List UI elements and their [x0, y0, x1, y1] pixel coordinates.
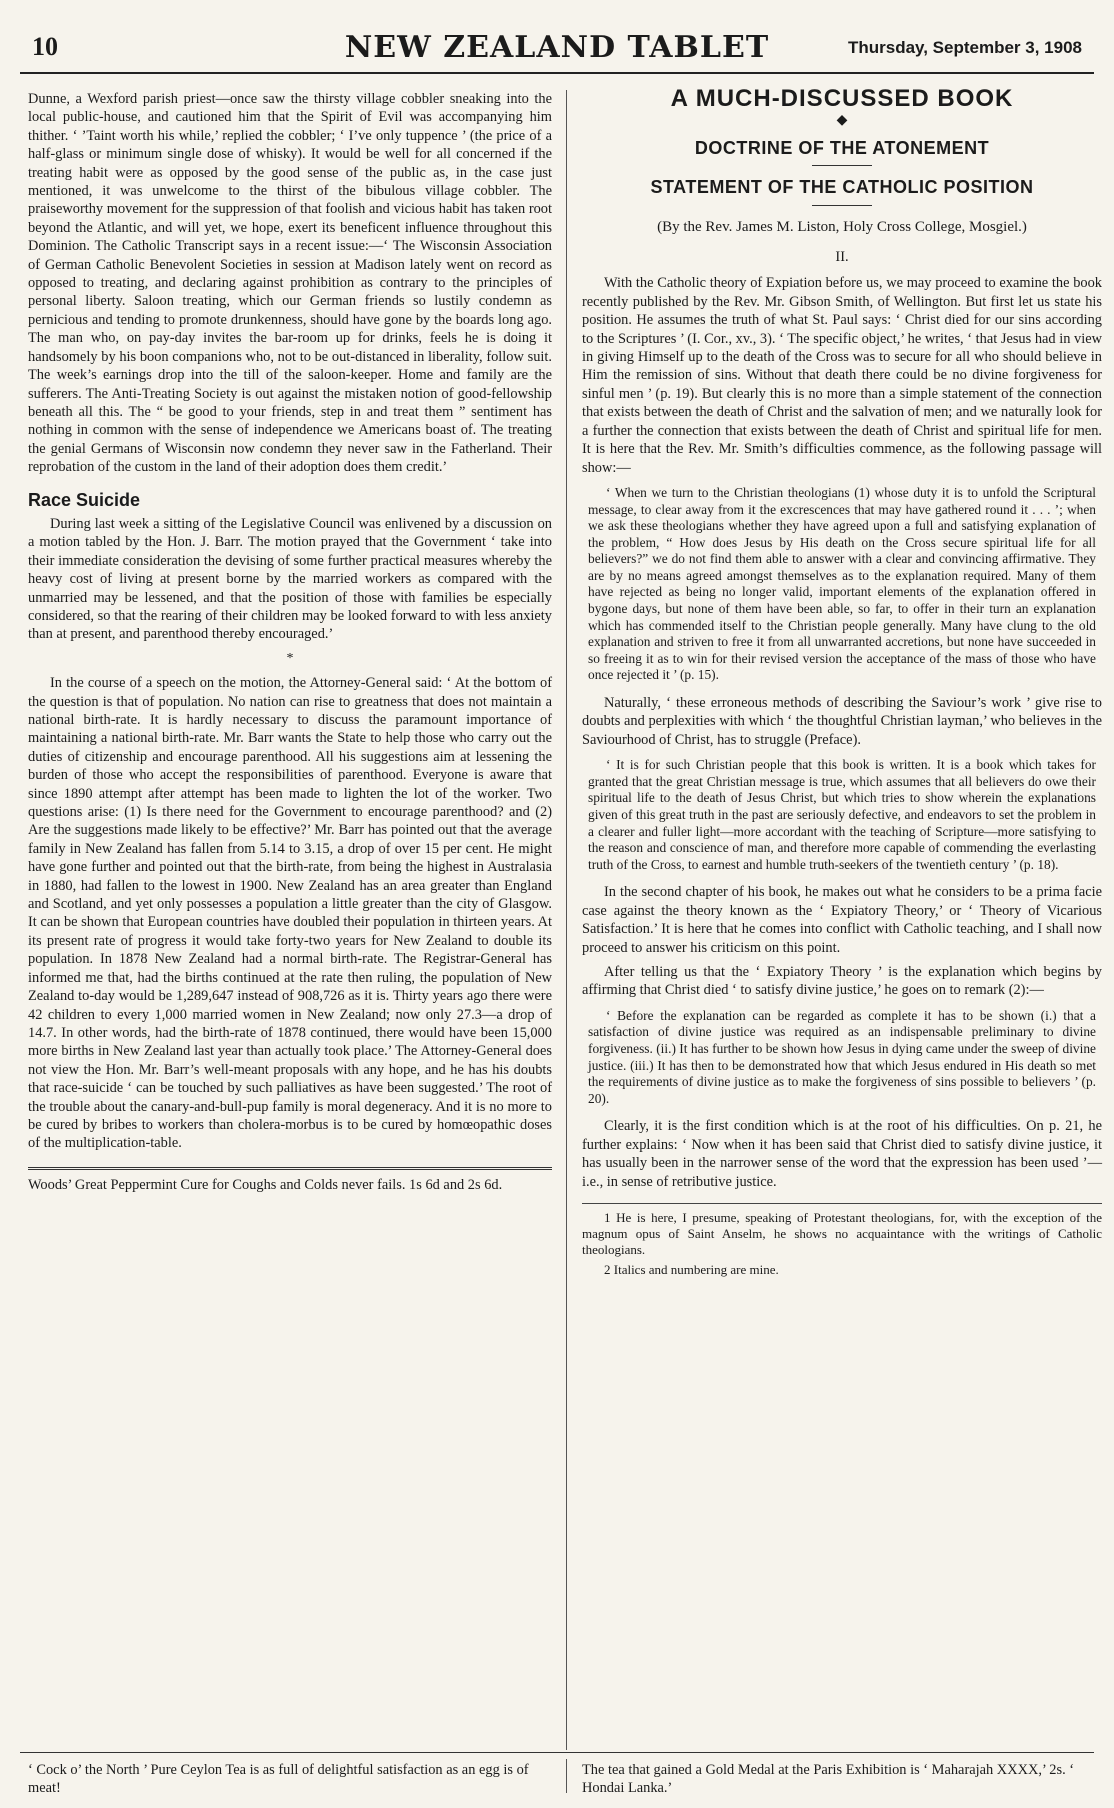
issue-date: Thursday, September 3, 1908	[847, 38, 1082, 57]
article-subtitle-atonement: DOCTRINE OF THE ATONEMENT	[694, 137, 990, 158]
article-part-number: II.	[835, 249, 849, 266]
short-divider	[812, 205, 872, 206]
short-divider	[812, 165, 872, 166]
left-column	[28, 90, 552, 1200]
newspaper-page	[20, 28, 1102, 1798]
quotation-3: ‘ Before the explanation can be regarded as complete it has to be shown (i.) that a satisfaction of divine justice was required as an indispensable preliminary to divine forgiveness. (ii.) It has further to be shown how Jesus in dying came under the sweep of divine justice. (iii.) It has then to be demonstrated how that which Jesus endured in His death so met the requirements of divine justice as to make the forgiveness of sins possible to believers ’ (p. 20).	[588, 1007, 1096, 1106]
newspaper-title: NEW ZEALAND TABLET	[344, 30, 770, 65]
masthead	[20, 28, 1094, 74]
race-suicide-paragraph-2: In the course of a speech on the motion, the Attorney-General said: ‘ At the bottom of the question is that of population. No nation can rise to greatness that does not maintain a national birth-rate. It is hardly necessary to discuss the paramount importance of maintaining a national birth-rate. Mr. Barr wants the State to help those who carry out the duties of citizenship and encourage parenthood. All his suggestions aim at lessening the burden of those who accept the responsibilities of parenthood. Everyone is aware that since 1890 attempt after attempt has been made to lighten the lot of the worker. Two questions arise: (1) Is there need for the Government to encourage parenthood? and (2) Are the suggestions made likely to be effective?’ Mr. Barr has pointed out that the average family in New Zealand has fallen from 5.14 to 3.15, a drop of over 15 per cent. He might have gone further and pointed out that the birth-rate, from being the highest in Australasia in 1880, had fallen to the lowest in 1900. New Zealand has an area greater than England and Scotland, and yet only possesses a population a little greater than the city of Glasgow. It can be shown that European countries have doubled their population in thirteen years. At its present rate of progress it would take forty-two years for New Zealand to double its population. In 1878 New Zealand had a normal birth-rate. The Registrar-General has informed me that, had the births continued at the rate then ruling, the population of New Zealand to-day would be 1,289,647 instead of 908,726 as it is. Thirty years ago there were 42 children to every 1,000 married women in New Zealand; now only 27.3—a drop of 14.7. In other words, had the birth-rate of 1878 continued, there would have been 15,000 more births in New Zealand last year than actually took place.’ The Attorney-General does not view the Hon. Mr. Barr’s well-meant proposals with any hope, and he has his doubts that race-suicide ‘ can be touched by such palliatives as have been suggested.’ The root of the trouble about the canary-and-bull-pup family is moral degeneracy. And it is no more to be cured by bribes to workers than cholera-morbus is to be cured by homœopathic doses of the multiplication-table.	[28, 675, 552, 1152]
footnote-1: 1 He is here, I presume, speaking of Protestant theologians, for, with the exception of the magnum opus of Saint Anselm, he shows no acquaintance with the writings of Catholic theologians.	[582, 1210, 1102, 1258]
race-suicide-heading: Race Suicide	[28, 489, 141, 510]
footer-adverts	[20, 1752, 1094, 1796]
article-paragraph-2: Naturally, ‘ these erroneous methods of describing the Saviour’s work ’ give rise to doubts and perplexities with which ‘ the thoughtful Christian layman,’ who believes in the Saviourhood of Christ, has to struggle (Preface).	[582, 695, 1102, 748]
article-title: A MUCH-DISCUSSED BOOK	[670, 85, 1014, 112]
section-star: *	[286, 650, 294, 666]
treating-paragraph: Dunne, a Wexford parish priest—once saw the thirsty village cobbler sneaking into the local public-house, and cautioned him that the Spirit of Evil was accompanying him thither. ‘ ’Taint worth his while,’ replied the cobbler; ‘ I’ve only tuppence ’ (the price of a half-glass or minimum single dose of whisky). It would be well for all concerned if the treating habit were as opposed by the good sense of the public as, in the case just mentioned, it was unwelcome to the thirst of the bibulous village cobbler. The praiseworthy movement for the suppression of that foolish and vicious habit has taken root beyond the Atlantic, and will yet, we hope, exert its beneficent influence throughout this Dominion. The Catholic Transcript says in a recent issue:—‘ The Wisconsin Association of German Catholic Benevolent Societies in session at Madison lately went on record as opposed to treating, and declaring against prohibition as contrary to the principles of personal liberty. Saloon treating, which our German friends so lustily condemn as pernicious and tending to promote drunkenness, should have gone by the boards long ago. The man who, on pay-day invites the bar-room up for drinks, feels he is doing it handsomely by his boon companions who, not to be out-distanced in liberality, follow suit. The week’s earnings drop into the till of the saloon-keeper. Home and family are the sufferers. The Anti-Treating Society is out against the mistaken notion of good-fellowship beneath all this. The “ be good to your friends, step in and treat them ” sentiment has nothing in common with the sense of independence we Americans boast of. The treating the genial Germans of Wisconsin now condemn they never saw in the Fatherland. Their reprobation of the custom in the land of their adoption does them credit.’	[28, 91, 552, 476]
article-byline: (By the Rev. James M. Liston, Holy Cross College, Mosgiel.)	[657, 218, 1027, 235]
page-number: 10	[32, 32, 58, 61]
quotation-2: ‘ It is for such Christian people that this book is written. It is a book which takes for granted that the great Christian message is true, which assumes that all believers do owe their spiritual life to the death of Jesus Christ, but which tries to show wherein the explanations given of this great truth in the past are seriously defective, and endeavors to set the problem in a clearer and fuller light—more accordant with the teaching of Scripture—more satisfying to the reason and conscience of man, and therefore more capable of commending the everlasting truth of the Cross, to earnest and humble truth-seekers of the twentieth century ’ (p. 18).	[588, 757, 1096, 872]
quotation-block	[582, 1008, 1102, 1108]
article-subtitle-catholic-position: STATEMENT OF THE CATHOLIC POSITION	[650, 177, 1034, 198]
column-divider	[566, 90, 567, 1750]
article-paragraph-5: Clearly, it is the first condition which is at the root of his difficulties. On p. 21, he further explains: ‘ Now when it has been said that Christ died to satisfy divine justice, it has usually been in the narrower sense of the word that the expression has been used ’—i.e., in sense of retributive justice.	[582, 1118, 1102, 1190]
peppermint-cure-advert: Woods’ Great Peppermint Cure for Coughs and Colds never fails. 1s 6d and 2s 6d.	[28, 1167, 552, 1194]
footer-divider	[566, 1759, 567, 1793]
quotation-block	[582, 485, 1102, 684]
right-column	[582, 85, 1102, 1282]
article-paragraph-1: With the Catholic theory of Expiation before us, we may proceed to examine the book recently published by the Rev. Mr. Gibson Smith, of Wellington. But first let us state his position. He assumes the truth of what St. Paul says: ‘ Christ died for our sins according to the Scriptures ’ (I. Cor., xv., 3). ‘ The specific object,’ he writes, ‘ that Jesus had in view in giving Himself up to the death of the Cross was to secure for all who should believe in Him the remission of sins. Without that death there could be no divine forgiveness for sinful men ’ (p. 19). But clearly this is no more than a simple statement of the connection that exists between the death of Christ and the salvation of men; and we naturally look for a further the connection that exists between the death of Christ and spiritual life for men. It is here that the Rev. Mr. Smith’s difficulties commence, as the following passage will show:—	[582, 275, 1102, 476]
quotation-block	[582, 757, 1102, 873]
diamond-ornament-icon: ◆	[836, 113, 848, 129]
footnotes	[582, 1203, 1102, 1278]
article-paragraph-3: In the second chapter of his book, he makes out what he considers to be a prima facie case against the theory known as the ‘ Expiatory Theory,’ or ‘ Theory of Vicarious Satisfaction.’ It is here that he comes into conflict with Catholic teaching, and I shall now proceed to answer his criticism on this point.	[582, 884, 1102, 956]
footnote-2: 2 Italics and numbering are mine.	[604, 1262, 779, 1278]
footer-advert-tea-right: The tea that gained a Gold Medal at the Paris Exhibition is ‘ Maharajah XXXX,’ 2s. ‘ Hondai Lanka.’	[582, 1762, 1075, 1796]
quotation-1: ‘ When we turn to the Christian theologians (1) whose duty it is to unfold the Scriptural message, to clear away from it the excrescences that may have gathered round it . . . ’; when we ask these theologians whether they have agreed upon a full and satisfying explanation of the problem, “ How does Jesus by His death on the Cross secure spiritual life for all believers?” we do not find them able to answer with a clear and convincing affirmative. They are by no means agreed amongst themselves as to the explanation required. Many of them have rejected as being no longer valid, important elements of the explanation offered in bygone days, but none of them have been able, so far, to offer in their turn an explanation which has commended itself to the Christian people generally. Many have clung to the old explanation and striven to free it from all unwarranted accretions, but none have succeeded in so freeing it as to win for their revised version the acceptance of the mass of those who have once rejected it ’ (p. 15).	[588, 484, 1096, 683]
race-suicide-paragraph-1: During last week a sitting of the Legislative Council was enlivened by a discussion on a motion tabled by the Hon. J. Barr. The motion prayed that the Government ‘ take into their immediate consideration the devising of some further practical measures whereby the heavy cost of living at present borne by the married workers as compared with the unmarried may be lessened, and that the position of those with families be especially considered, so that the rearing of their children may be looked forward to with less anxiety than at present, and parenthood thereby encouraged.’	[28, 515, 552, 643]
article-paragraph-4: After telling us that the ‘ Expiatory Theory ’ is the explanation which begins by affirming that Christ died ‘ to satisfy divine justice,’ he goes on to remark (2):—	[582, 964, 1102, 999]
footer-advert-tea-left: ‘ Cock o’ the North ’ Pure Ceylon Tea is as full of delightful satisfaction as an egg is of meat!	[28, 1762, 529, 1796]
